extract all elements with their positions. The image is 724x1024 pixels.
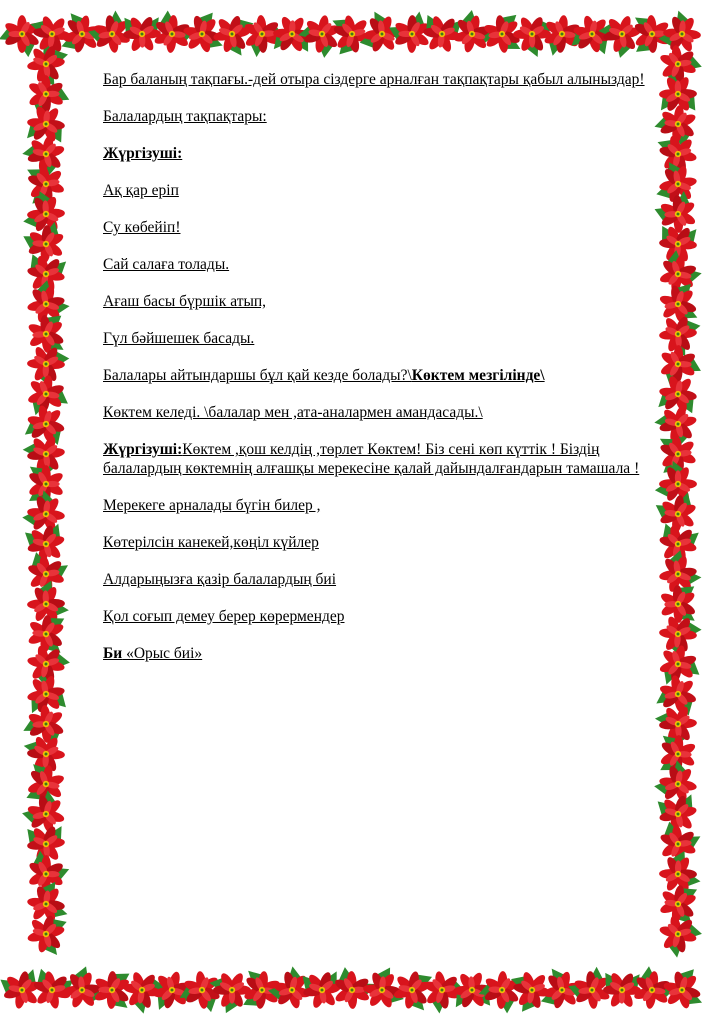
poinsettia-flower-icon [658, 9, 703, 54]
paragraph-text: Сай салаға толады. [103, 256, 230, 273]
document-paragraph [103, 570, 655, 589]
document-paragraph [103, 644, 655, 663]
poinsettia-flower-icon [653, 878, 708, 933]
poinsettia-flower-icon [23, 910, 74, 961]
poinsettia-flower-icon [416, 4, 471, 59]
poinsettia-flower-icon [22, 190, 66, 234]
bold-text: Көктем мезгілінде\ [411, 367, 545, 384]
document-paragraph [103, 255, 655, 274]
paragraph-text: Көктем ,қош келдің ,төрлет Көктем! Біз сені көп күттік ! Біздің балалардың көктемнің алғашқы мерекесіне қалай дайындалғандарын тамашала ! [103, 441, 640, 477]
document-paragraph [103, 107, 655, 126]
paragraph-text: Ақ қар еріп [103, 182, 179, 199]
paragraph-text: Ағаш басы бүршік атып, [103, 293, 267, 310]
paragraph-text: Бар баланың тақпағы.-дей отыра сіздерге арналған тақпақтары қабыл алыныздар! [103, 71, 645, 88]
paragraph-text: Қол соғып демеу берер көрермендер [103, 608, 345, 625]
document-paragraph [103, 218, 655, 237]
paragraph-text: Мерекеге арналады бүгін билер , [103, 497, 321, 514]
poinsettia-flower-icon [478, 970, 522, 1014]
document-paragraph [103, 607, 655, 626]
paragraph-text: Балалардың тақпақтары: [103, 108, 267, 125]
poinsettia-flower-icon [655, 461, 697, 503]
document-paragraph [103, 70, 655, 89]
paragraph-text: «Орыс биі» [122, 645, 203, 662]
document-paragraph [103, 144, 655, 163]
paragraph-text: Көктем келеді. \балалар мен ,ата-аналармен амандасады.\ [103, 404, 483, 421]
paragraph-text: Гүл бәйшешек басады. [103, 330, 255, 347]
paragraph-text: Су көбейіп! [103, 219, 181, 236]
bold-text: Жүргізуші: [103, 441, 183, 458]
paragraph-text: Балалары айтындаршы бұл қай кезде болады?\ [103, 367, 412, 384]
bold-text: Би [103, 645, 123, 662]
document-paragraph [103, 366, 655, 385]
document-paragraph [103, 329, 655, 348]
poinsettia-flower-icon [21, 488, 68, 535]
document-paragraph [103, 292, 655, 311]
paragraph-text: Алдарыңызға қазір балалардың биі [103, 571, 337, 588]
document-paragraph [103, 496, 655, 515]
paragraph-text: Көтерілсін канекей,көңіл күйлер [103, 534, 319, 551]
document-paragraph [103, 403, 655, 422]
bold-text: Жүргізуші: [103, 145, 183, 162]
document-paragraph [103, 440, 655, 478]
document-body [103, 70, 655, 681]
document-paragraph [103, 181, 655, 200]
document-paragraph [103, 533, 655, 552]
